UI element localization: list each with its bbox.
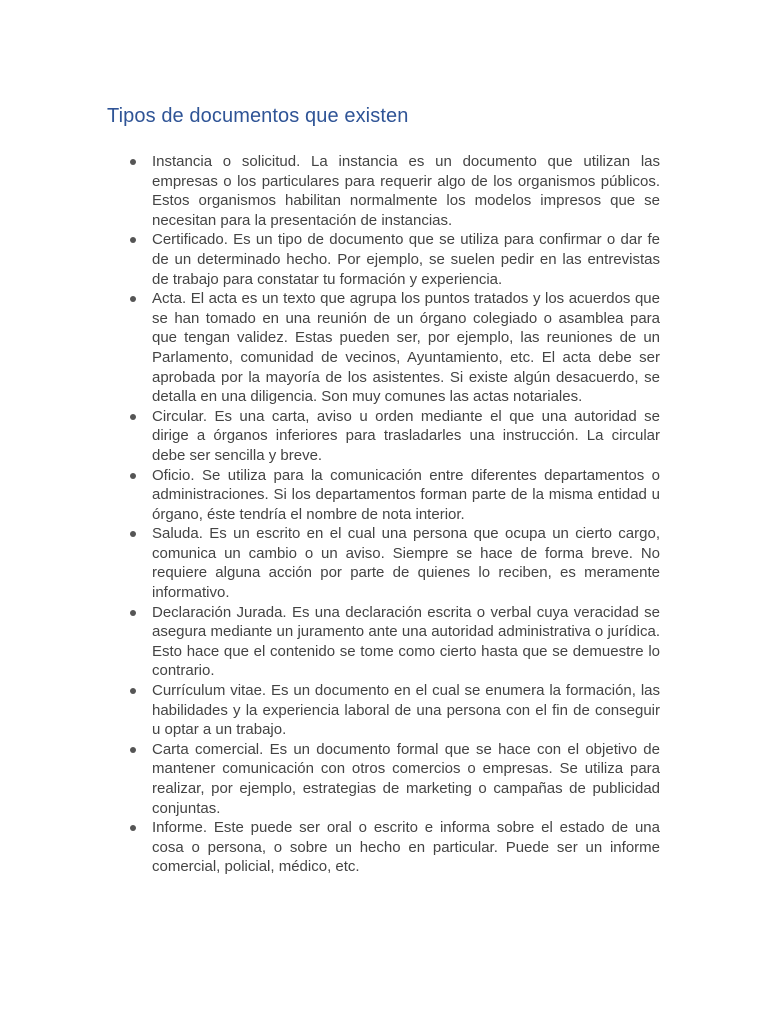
- bullet-icon: [130, 825, 136, 831]
- list-item-text: Acta. El acta es un texto que agrupa los puntos tratados y los acuerdos que se han tomado en una reunión de un órgano colegiado o asamblea para que tengan validez. Estas pueden ser, por ejemplo, las reuniones de un Parlamento, comunidad de vecinos, Ayuntamiento, etc. El acta debe ser aprobada por la mayoría de los asistentes. Si existe algún desacuerdo, se detalla en una diligencia. Son muy comunes las actas notariales.: [152, 290, 660, 406]
- list-item-text: Currículum vitae. Es un documento en el cual se enumera la formación, las habilidades y la experiencia laboral de una persona con el fin de conseguir u optar a un trabajo.: [152, 682, 660, 739]
- list-item: [126, 524, 660, 602]
- bullet-icon: [130, 688, 136, 694]
- bullet-icon: [130, 237, 136, 243]
- list-item-text: Certificado. Es un tipo de documento que se utiliza para confirmar o dar fe de un determinado hecho. Por ejemplo, se suelen pedir en las entrevistas de trabajo para constatar tu formación y experiencia.: [152, 231, 660, 288]
- list-item: [126, 466, 660, 525]
- list-item: [126, 289, 660, 407]
- list-item: [126, 407, 660, 466]
- bullet-icon: [130, 473, 136, 479]
- bullet-icon: [130, 414, 136, 420]
- list-item: [126, 230, 660, 289]
- list-item: [126, 818, 660, 877]
- document-types-list: [126, 152, 660, 877]
- list-item-text: Circular. Es una carta, aviso u orden mediante el que una autoridad se dirige a órganos inferiores para trasladarles una instrucción. La circular debe ser sencilla y breve.: [152, 407, 660, 464]
- list-item: [126, 740, 660, 818]
- list-item: [126, 681, 660, 740]
- bullet-icon: [130, 531, 136, 537]
- document-title: Tipos de documentos que existen: [107, 105, 409, 127]
- bullet-icon: [130, 159, 136, 165]
- list-item-text: Instancia o solicitud. La instancia es un documento que utilizan las empresas o los particulares para requerir algo de los organismos públicos. Estos organismos habilitan normalmente los modelos impresos que se necesitan para la presentación de instancias.: [152, 153, 660, 229]
- list-item: [126, 603, 660, 681]
- list-item-text: Saluda. Es un escrito en el cual una persona que ocupa un cierto cargo, comunica un cambio o un aviso. Siempre se hace de forma breve. No requiere alguna acción por parte de quienes lo reciben, es meramente informativo.: [152, 525, 660, 602]
- list-item: [126, 152, 660, 230]
- bullet-icon: [130, 747, 136, 753]
- bullet-icon: [130, 296, 136, 302]
- list-item-text: Oficio. Se utiliza para la comunicación entre diferentes departamentos o administraciones. Si los departamentos forman parte de la misma entidad u órgano, éste tendría el nombre de nota interior.: [152, 466, 660, 523]
- list-item-text: Informe. Este puede ser oral o escrito e informa sobre el estado de una cosa o persona, o sobre un hecho en particular. Puede ser un informe comercial, policial, médico, etc.: [152, 819, 660, 876]
- list-item-text: Declaración Jurada. Es una declaración escrita o verbal cuya veracidad se asegura mediante un juramento ante una autoridad administrativa o jurídica. Esto hace que el contenido se tome como cierto hasta que se demuestre lo contrario.: [152, 603, 660, 680]
- bullet-icon: [130, 610, 136, 616]
- list-item-text: Carta comercial. Es un documento formal que se hace con el objetivo de mantener comunicación con otros comercios o empresas. Se utiliza para realizar, por ejemplo, estrategias de marketing o campañas de publicidad conjuntas.: [152, 740, 660, 817]
